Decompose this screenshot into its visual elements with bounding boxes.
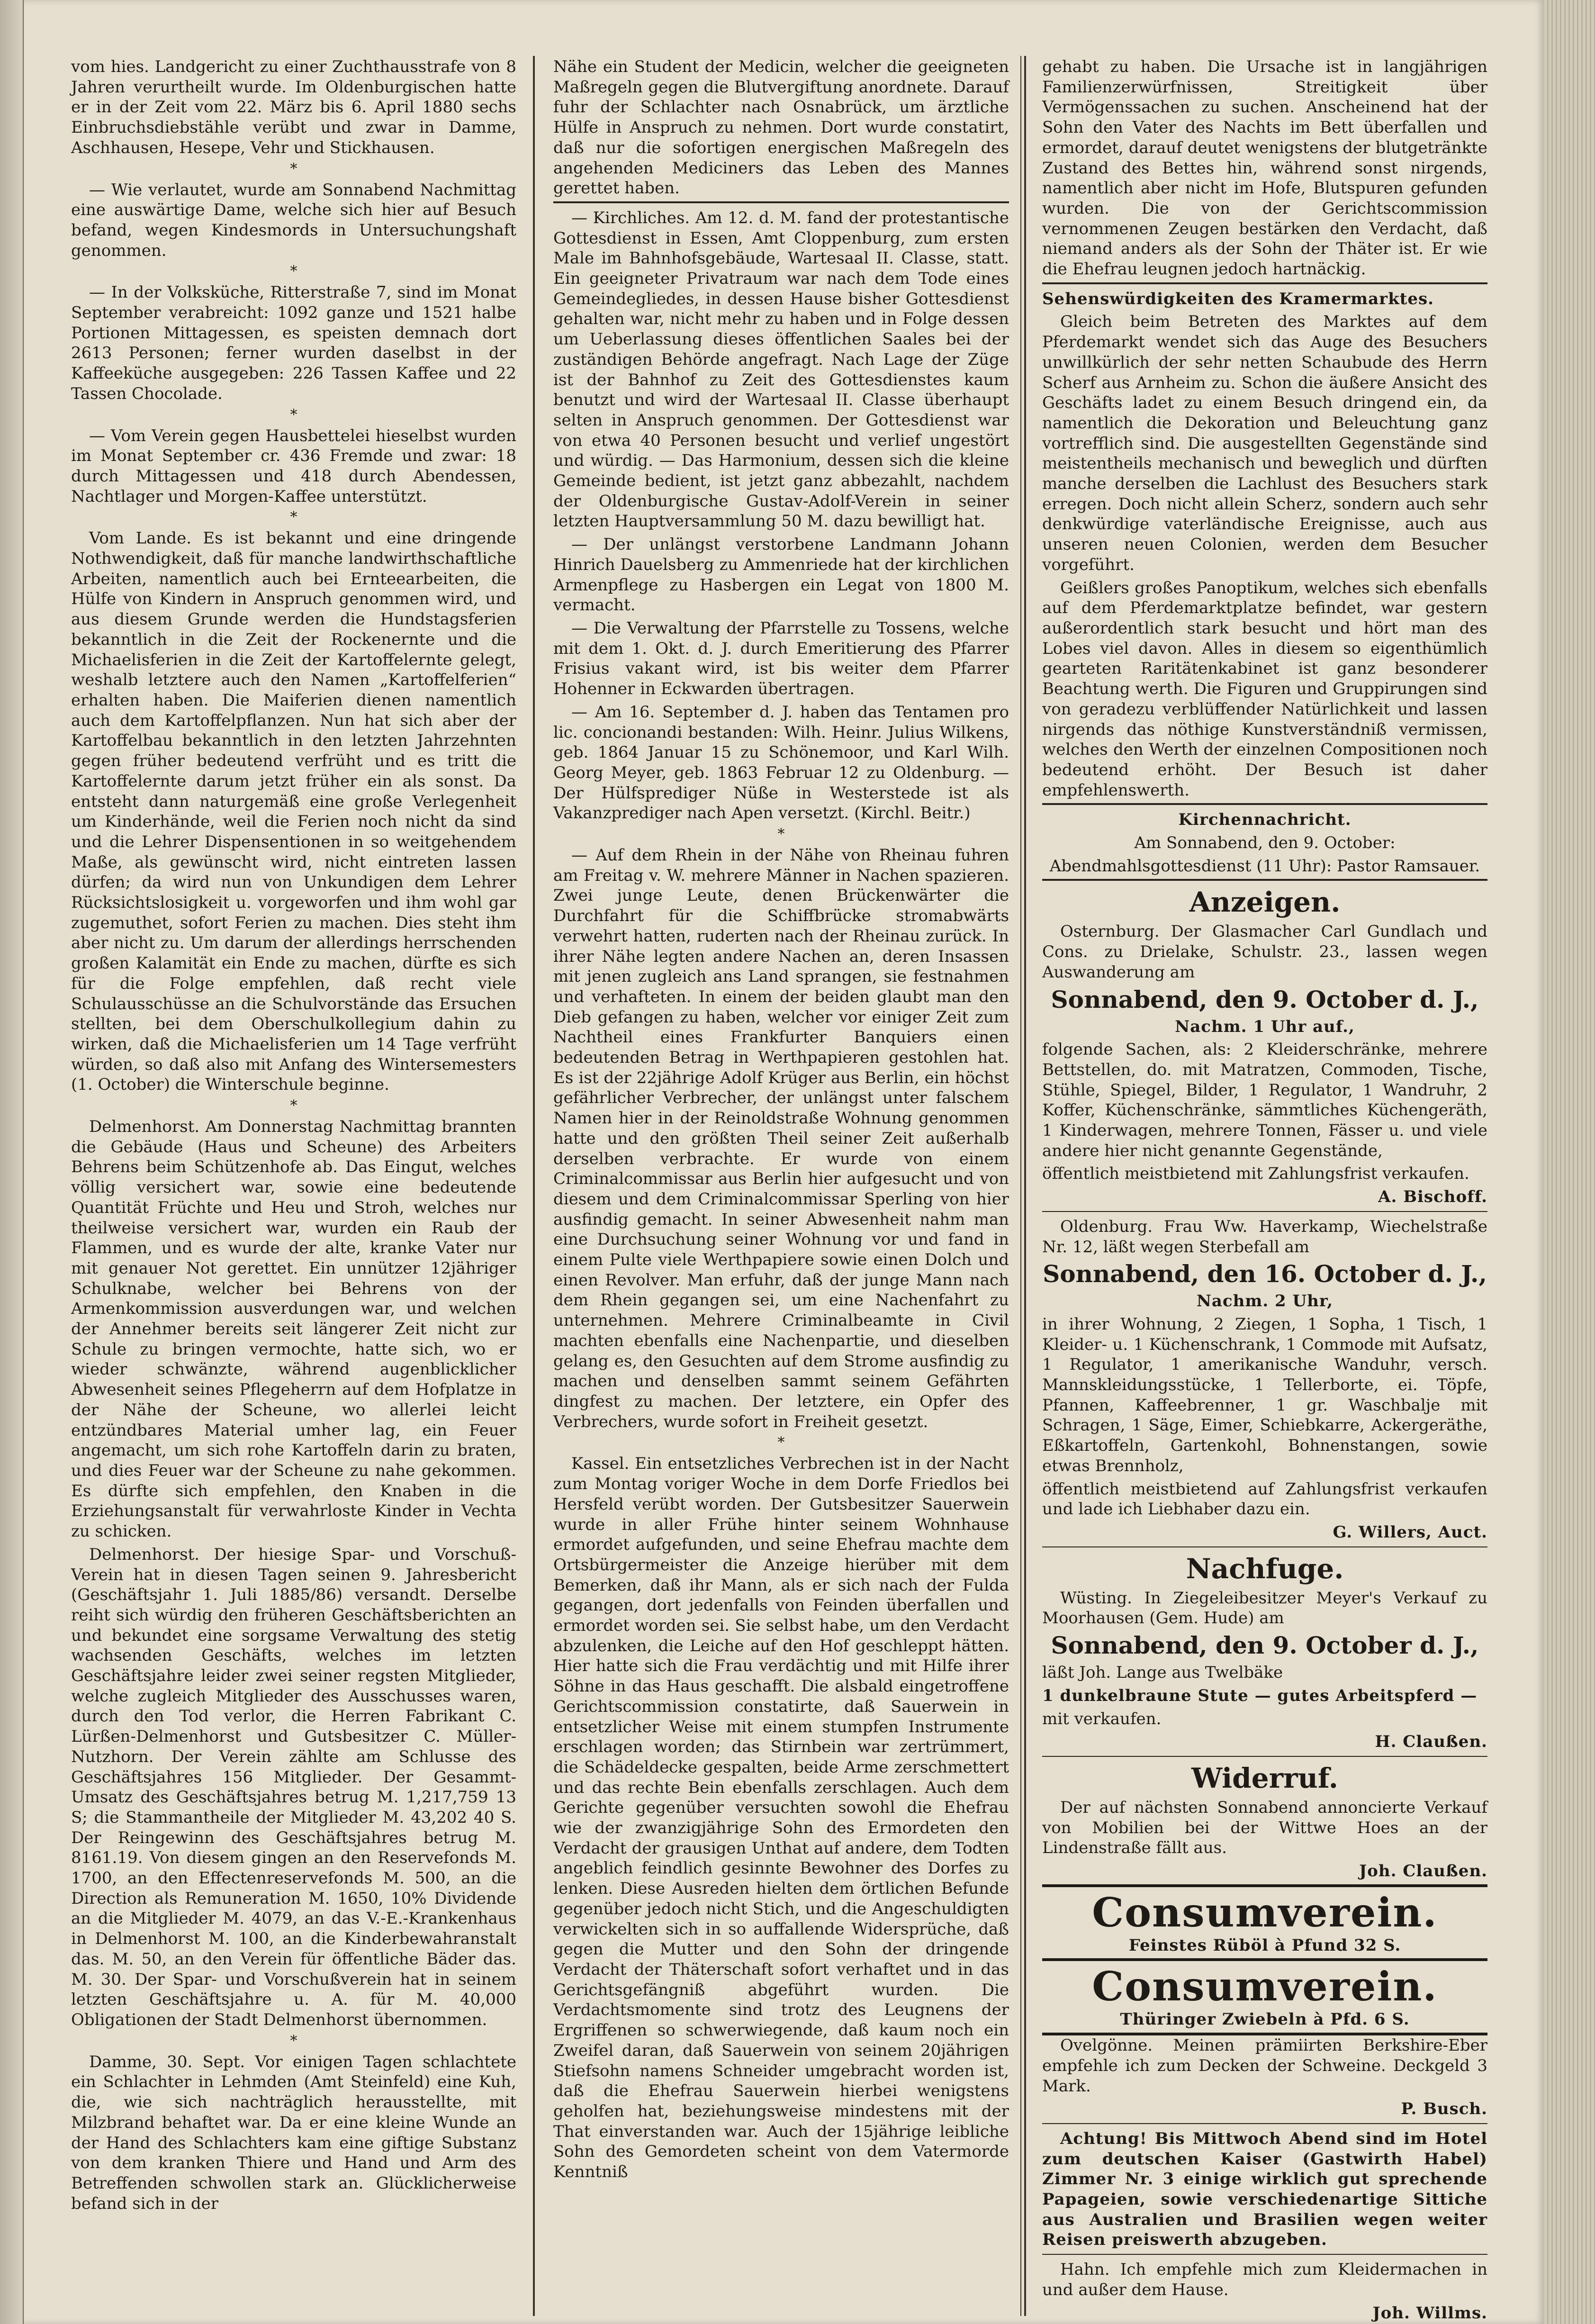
section-heading: Sehenswürdigkeiten des Kramermarktes. <box>1042 289 1434 308</box>
ad-date: Sonnabend, den 9. October d. J., <box>1051 985 1479 1013</box>
ad-signature: A. Bischoff. <box>1378 1187 1487 1207</box>
article-text: — Auf dem Rhein in der Nähe von Rheinau fuhren am Freitag v. W. mehrere Männer in Nachen spazieren. Zwei junge Leute, denen Brückenwärter die Durchfahrt für die Schiffbrücke stromabwärts verwehrt hatten, ruderten nach der Rheinau zurück. In ihrer Nähe legten andere Nachen an, deren Insassen mit jenen zugleich ans Land sprangen, sie festnahmen und verhafteten. In einem der beiden glaubt man den Dieb gefangen zu haben, welcher vor einiger Zeit zum Nachtheil eines Frankfurter Banquiers einen bedeutenden Betrag in Werthpapieren gestohlen hat. Es ist der 22jährige Adolf Krüger aus Berlin, ein höchst gefährlicher Verbrecher, der unlängst unter falschem Namen hier in der Reinoldstraße Wohnung genommen hatte und den größten Theil seiner Zeit außerhalb derselben verbrachte. Er wurde von einem Criminalcommissar aus Berlin hier aufgesucht und von diesem und dem Criminalcommissar Sperling von hier ausfindig gemacht. In seiner Abwesenheit nahm man eine Durchsuchung seiner Wohnung vor und fand in einem Pulte viele Werthpapiere sowie einen Dolch und einen Revolver. Man erfuhr, daß der junge Mann nach dem Rhein gegangen sei, um eine Nachenfahrt zu unternehmen. Mehrere Criminalbeamte in Civil machten ebenfalls eine Nachenpartie, und dieselben gelang es, den Gesuchten auf dem Strome ausfindig zu machen und denselben sammt seinem Gefährten dingfest zu machen. Der letztere, ein Opfer des Verbrechers, wurde sofort in Freiheit gesetzt. <box>553 846 1009 1431</box>
article-divider <box>553 201 1009 203</box>
separator-star: * <box>290 160 297 177</box>
ad-signature: G. Willers, Auct. <box>1333 1523 1487 1542</box>
ad-text: Ovelgönne. Meinen prämiirten Berkshire-Eber empfehle ich zum Decken der Schweine. Deckgeld 3 Mark. <box>1042 2036 1487 2096</box>
ad-text: Achtung! Bis Mittwoch Abend sind im Hotel zum deutschen Kaiser (Gastwirth Habel) Zimmer Nr. 3 einige wirklich gut sprechende Papageien, sowie verschiedenartige Sittiche aus Australien und Brasilien wegen weiter Reisen preiswerth abzugeben. <box>1042 2129 1487 2250</box>
ad-divider <box>1042 1546 1487 1547</box>
ad-time: Nachm. 2 Uhr, <box>1196 1292 1334 1311</box>
consumverein-ad <box>1042 1965 1487 2035</box>
column-3 <box>1042 57 1487 2323</box>
notice-line: Am Sonnabend, den 9. October: <box>1134 833 1396 853</box>
article-text: Damme, 30. Sept. Vor einigen Tagen schlachtete ein Schlachter in Lehmden (Amt Steinfeld) eine Kuh, die, wie sich nachträglich herausstellte, mit Milzbrand behaftet war. Da er eine kleine Wunde an der Hand des Schlachters kam eine giftige Substanz von dem kranken Thiere und Hand und Arm des Betreffenden schwollen stark an. Glücklicherweise befand sich in der <box>71 2052 516 2213</box>
article-text: Vom Lande. Es ist bekannt und eine dringende Nothwendigkeit, daß für manche landwirthschaftliche Arbeiten, namentlich auch bei Ernteearbeiten, die Hülfe von Kindern in Anspruch genommen wird, und aus diesem Grunde werden die Hundstagsferien bekanntlich in die Zeit der Rockenernte und die Michaelisferien in die Zeit der Kartoffelernte gelegt, weshalb letztere auch den Namen „Kartoffelferien“ erhalten haben. Die Maiferien dienen namentlich auch dem Kartoffelpflanzen. Nun hat sich aber der Kartoffelbau bekanntlich in den letzten Jahrzehnten gegen früher bedeutend verfrüht und es tritt die Kartoffelernte darum jetzt früher ein als sonst. Da entsteht dann naturgemäß eine große Verlegenheit um Kinderhände, weil die Ferien noch nicht da sind und die Lehrer Dispensentionen in so weitgehendem Maße, als gewünscht wird, nicht eintreten lassen dürfen; da wird nun von Unkundigen dem Lehrer Rücksichtslosigkeit u. vorgeworfen und ihm wohl gar zugemuthet, sofort Ferien zu machen. Dies steht ihm aber nicht zu. Um darum der allerdings herrschenden großen Kalamität ein Ende zu machen, dürfte es sich für die Folge empfehlen, daß recht viele Schulausschüsse an die Schulvorstände das Ersuchen stellten, bei dem Oberschulkollegium dahin zu wirken, daß die Michaelisferien um 14 Tage verfrüht würden, so daß also mit Anfang des Wintersemesters (1. October) die Winterschule beginne. <box>71 529 516 1094</box>
article-text: vom hies. Landgericht zu einer Zuchthausstrafe von 8 Jahren verurtheilt wurde. Im Oldenburgischen hatte er in der Zeit vom 22. März bis 6. April 1880 sechs Einbruchsdiebstähle verübt und zwar in Damme, Aschhausen, Hesepe, Vehr und Stickhausen. <box>71 57 516 157</box>
ad-text: Thüringer Zwiebeln à Pfd. 6 S. <box>1120 2010 1410 2029</box>
separator-star: * <box>290 2032 297 2049</box>
article-divider <box>1042 282 1487 284</box>
column-rule <box>1024 56 1026 2316</box>
ad-text: mit verkaufen. <box>1042 1709 1162 1728</box>
ad-heading: Consumverein. <box>1092 1963 1438 2010</box>
separator-star: * <box>777 826 785 843</box>
section-heading: Kirchennachricht. <box>1178 810 1352 830</box>
ad-items: in ihrer Wohnung, 2 Ziegen, 1 Sopha, 1 Tisch, 1 Kleider- u. 1 Küchenschrank, 1 Commode mit Aufsatz, 1 Regulator, 1 amerikanische Wanduhr, versch. Mannskleidungsstücke, 1 Tellerborte, ei. Töpfe, Pfannen, Kaffeebrenner, 1 gr. Waschbalje mit Schragen, 1 Säge, Eimer, Schiebkarre, Ackergeräthe, Eßkartoffeln, Gartenkohl, Bohnenstangen, sowie etwas Brennholz, <box>1042 1314 1487 1475</box>
ad-text: Hahn. Ich empfehle mich zum Kleidermachen in und außer dem Hause. <box>1042 2260 1487 2299</box>
ad-terms: öffentlich meistbietend mit Zahlungsfrist verkaufen. <box>1042 1164 1469 1184</box>
article-text: — Wie verlautet, wurde am Sonnabend Nachmittag eine auswärtige Dame, welche sich hier auf Besuch befand, wegen Kindesmords in Untersuchungshaft genommen. <box>71 180 516 260</box>
ad-signature: P. Busch. <box>1401 2099 1487 2119</box>
article-text: — Vom Verein gegen Hausbettelei hieselbst wurden im Monat September cr. 436 Fremde und zwar: 18 durch Mittagessen und 418 durch Abendessen, Nachtlager und Morgen-Kaffee unterstützt. <box>71 426 516 506</box>
scan-binding-edge <box>0 0 24 2324</box>
column-1 <box>71 57 516 2312</box>
notice-line: Abendmahlsgottesdienst (11 Uhr): Pastor Ramsauer. <box>1049 856 1480 876</box>
page-stack-edge <box>1544 0 1595 2324</box>
ad-heading: Nachfuge. <box>1186 1552 1344 1585</box>
separator-star: * <box>290 263 297 280</box>
separator-star: * <box>777 1434 785 1451</box>
ad-heading: Consumverein. <box>1092 1889 1438 1936</box>
article-text: Kassel. Ein entsetzliches Verbrechen ist in der Nacht zum Montag voriger Woche in dem Dorfe Friedlos bei Hersfeld verübt worden. Der Gutsbesitzer Sauerwein wurde in aller Frühe hinter seinem Wohnhause ermordet aufgefunden, und seine Ehefrau machte dem Ortsbürgermeister die Anzeige hierüber mit dem Bemerken, daß ihr Mann, als er sich nach der Fulda gegangen, dort jedenfalls von Feinden überfallen und ermordet worden sei. Sie selbst habe, um den Verdacht abzulenken, die Leiche auf den Hof geschleppt hätten. Hier hatte sich die Frau verdächtig und mit Hilfe ihrer Söhne in das Haus geschafft. Die alsbald eingetroffene Gerichtscommission constatirte, daß Sauerwein in entsetzlicher Weise mit einem stumpfen Instrumente erschlagen worden; das Stirnbein war zertrümmert, die Schädeldecke gespalten, beide Arme zerschmettert und das rechte Bein ebenfalls zerschlagen. Auch dem Gerichte gegenüber versuchten sowohl die Ehefrau wie der zwanzigjährige Sohn des Ermordeten den Verdacht der grausigen Unthat auf andere, dem Todten angeblich feindlich gesinnte Bewohner des Dorfes zu lenken. Diese Ausreden hielten dem örtlichen Befunde gegenüber jedoch nicht Stich, und die Angeschuldigten verwickelten sich in so auffallende Widersprüche, daß gegen die Mutter und den Sohn der dringende Verdacht der Thäterschaft sofort verhaftet und in das Gerichtsgefängniß abgeführt wurden. Die Verdachtsmomente sind trotz des Leugnens der Ergriffenen so schwerwiegende, daß kaum noch ein Zweifel daran, daß Sauerwein von seinem 20jährigen Stiefsohn namens Schneider umgebracht worden ist, daß die Ehefrau Sauerwein hierbei wenigstens geholfen hat, beziehungsweise mindestens mit der That einverstanden war. Auch der 15jährige leibliche Sohn des Gemordeten scheint von dem Vatermorde Kenntniß <box>553 1454 1009 2182</box>
article-text: — Der unlängst verstorbene Landmann Johann Hinrich Dauelsberg zu Ammenriede hat der kirchlichen Armenpflege zu Hasbergen ein Legat von 1800 M. vermacht. <box>553 535 1009 615</box>
article-text: — Die Verwaltung der Pfarrstelle zu Tossens, welche mit dem 1. Okt. d. J. durch Emeritierung des Pfarrer Frisius vakant wird, ist bis weiter dem Pfarrer Hohenner in Eckwarden übertragen. <box>553 618 1009 699</box>
ad-heading: Widerruf. <box>1191 1762 1338 1794</box>
ad-signature: Joh. Claußen. <box>1359 1862 1487 1881</box>
article-text: gehabt zu haben. Die Ursache ist in langjährigen Familienzerwürfnissen, Streitigkeit über Vermögenssachen zu suchen. Anscheinend hat der Sohn den Vater des Nachts im Bett überfallen und ermordet, darauf deutet wenigstens der blutgetränkte Zustand des Bettes hin, während sonst nirgends, namentlich aber nicht im Hofe, Blutspuren gefunden wurden. Die von der Gerichtscommission vernommenen Zeugen bestärken den Verdacht, daß niemand anders als der Sohn der Thäter ist. Er wie die Ehefrau leugnen jedoch hartnäckig. <box>1042 57 1487 279</box>
ad-text: Wüsting. In Ziegeleibesitzer Meyer's Verkauf zu Moorhausen (Gem. Hude) am <box>1042 1588 1487 1628</box>
ads-heading: Anzeigen. <box>1189 886 1341 919</box>
ad-text: 1 dunkelbraune Stute — gutes Arbeitspferd — <box>1042 1686 1478 1705</box>
separator-star: * <box>290 509 297 526</box>
column-2 <box>553 57 1009 2312</box>
consumverein-ad <box>1042 1884 1487 1962</box>
article-divider <box>1042 803 1487 805</box>
article-text: Delmenhorst. Der hiesige Spar- und Vorschuß-Verein hat in diesen Tagen seinen 9. Jahresbericht (Geschäftsjahr 1. Juli 1885/86) versandt. Derselbe reiht sich würdig den früheren Geschäftsberichten an und bekundet eine sorgsame Verwaltung des stetig wachsenden Geschäfts, welches im letzten Geschäftsjahre leider zwei seiner regsten Mitglieder, welche zugleich Mitglieder des Ausschusses waren, durch den Tod verlor, die Herren Fabrikant C. Lürßen-Delmenhorst und Gutsbesitzer C. Müller-Nutzhorn. Der Verein zählte am Schlusse des Geschäftsjahres 156 Mitglieder. Der Gesammt-Umsatz des Geschäftsjahres betrug M. 1,217,759 13 S; die Stammantheile der Mitglieder M. 43,202 40 S. Der Reingewinn des Geschäftsjahres betrug M. 8161.19. Von diesem gingen an den Reservefonds M. 1700, an den Effectenreservefonds M. 500, an die Direction als Remuneration M. 1650, 10% Dividende an die Mitglieder M. 4079, an das V.-E.-Krankenhaus in Delmenhorst M. 100, an die Kinderbewahranstalt das. M. 50, an den Verein für öffentliche Bäder das. M. 30. Der Spar- und Vorschußverein hat in seinem letzten Geschäftsjahre u. A. für M. 40,000 Obligationen der Stadt Delmenhorst übernommen. <box>71 1545 516 2029</box>
ad-terms: öffentlich meistbietend auf Zahlungsfrist verkaufen und lade ich Liebhaber dazu ein. <box>1042 1479 1487 1519</box>
ad-items: folgende Sachen, als: 2 Kleiderschränke, mehrere Bettstellen, do. mit Matratzen, Commoden, Tische, Stühle, Spiegel, Bilder, 1 Regulator, 1 Wandruhr, 2 Koffer, Küchenschränke, sämmtliches Küchengeräth, 1 Kinderwagen, mehrere Tonnen, Fässer u. und viele andere hier nicht genannte Gegenstände, <box>1042 1040 1487 1160</box>
ad-divider <box>1042 1211 1487 1212</box>
ad-divider <box>1042 2254 1487 2255</box>
ad-text: Der auf nächsten Sonnabend annoncierte Verkauf von Mobilien bei der Wittwe Hoes an der Lindenstraße fällt aus. <box>1042 1798 1487 1858</box>
ad-date: Sonnabend, den 9. October d. J., <box>1051 1631 1479 1660</box>
column-rule <box>1020 56 1021 2316</box>
article-text: Gleich beim Betreten des Marktes auf dem Pferdemarkt wendet sich das Auge des Besuchers unwillkürlich der sehr netten Schaubude des Herrn Scherf aus Arnheim zu. Schon die äußere Ansicht des Geschäfts ladet zu einem Besuch dringend ein, da namentlich die Dekoration und Beleuchtung ganz vortrefflich sind. Die ausgestellten Gegenstände sind meistentheils mechanisch und beweglich und dürften manche derselben die Lachlust des Besuchers stark erregen. Doch nicht allein Scherz, sondern auch sehr denkwürdige vaterländische Ereignisse, auch aus unseren neuen Colonien, werden dem Besucher vorgeführt. <box>1042 312 1487 574</box>
article-text: Delmenhorst. Am Donnerstag Nachmittag brannten die Gebäude (Haus und Scheune) des Arbeiters Behrens beim Schützenhofe ab. Das Eingut, welches völlig versichert war, sowie eine bedeutende Quantität Früchte und Heu und Stroh, welches nur theilweise versichert war, wurden ein Raub der Flammen, und es wurde der alte, kranke Vater nur mit genauer Not gerettet. Ein unnützer 12jähriger Schulknabe, welcher bei Behrens von der Armenkommission ausverdungen war, und welchen der Annehmer bereits seit längerer Zeit nicht zur Schule zu bringen vermochte, hatte sich, wo er wieder schwänzte, während augenblicklicher Abwesenheit seines Pflegeherrn auf dem Hofplatze in der Nähe der Scheune, wo allerlei leicht entzündbares Material umher lag, ein Feuer angemacht, um sich rohe Kartoffeln darin zu braten, und dies Feuer war der Scheune zu nahe gekommen. Es dürfte sich empfehlen, den Knaben in die Erziehungsanstalt für verwahrloste Kinder in Vechta zu schicken. <box>71 1117 516 1541</box>
column-rule <box>533 56 535 2316</box>
ad-divider <box>1042 1756 1487 1757</box>
ad-signature: H. Claußen. <box>1375 1732 1487 1752</box>
ad-date: Sonnabend, den 16. October d. J., <box>1043 1260 1487 1288</box>
article-text: — In der Volksküche, Ritterstraße 7, sind im Monat September verabreicht: 1092 ganze und 1521 halbe Portionen Mittagessen, es speisten demnach dort 2613 Personen; ferner wurden daselbst in der Kaffeeküche ausgegeben: 226 Tassen Kaffee und 22 Tassen Chocolade. <box>71 283 516 403</box>
article-text: — Am 16. September d. J. haben das Tentamen pro lic. concionandi bestanden: Wilh. Heinr. Julius Wilkens, geb. 1864 Januar 15 zu Schönemoor, und Karl Wilh. Georg Meyer, geb. 1863 Februar 12 zu Oldenburg. — Der Hülfsprediger Nüße in Westerstede ist als Vakanzprediger nach Apen versetzt. (Kirchl. Beitr.) <box>553 702 1009 823</box>
ad-text: läßt Joh. Lange aus Twelbäke <box>1042 1663 1283 1682</box>
ad-signature: Joh. Willms. <box>1372 2303 1487 2323</box>
separator-star: * <box>290 1097 297 1114</box>
newspaper-page <box>24 0 1544 2324</box>
ad-text: Osternburg. Der Glasmacher Carl Gundlach und Cons. zu Drielake, Schulstr. 23., lassen wegen Auswanderung am <box>1042 922 1487 982</box>
article-text: Geißlers großes Panoptikum, welches sich ebenfalls auf dem Pferdemarktplatze befindet, war gestern außerordentlich stark besucht und hört man des Lobes viel davon. Alles in diesem so eigenthümlich gearteten Raritätenkabinet ist ganz besonderer Beachtung werth. Die Figuren und Gruppirungen sind von geradezu verblüffender Natürlichkeit und lassen nirgends das nöthige Kunstverständniß vermissen, welches den Werth der einzelnen Compositionen noch bedeutend erhöht. Der Besuch ist daher empfehlenswerth. <box>1042 578 1487 800</box>
article-divider <box>1042 879 1487 881</box>
separator-star: * <box>290 406 297 423</box>
ad-text: Feinstes Rüböl à Pfund 32 S. <box>1128 1935 1401 1955</box>
ad-divider <box>1042 2123 1487 2124</box>
ad-text: Oldenburg. Frau Ww. Haverkamp, Wiechelstraße Nr. 12, läßt wegen Sterbefall am <box>1042 1217 1487 1257</box>
article-text: Nähe ein Student der Medicin, welcher die geeigneten Maßregeln gegen die Blutvergiftung anordnete. Darauf fuhr der Schlachter nach Osnabrück, um ärztliche Hülfe in Anspruch zu nehmen. Dort wurde constatirt, daß nur die sofortigen energischen Maßregeln des angehenden Mediciners das Leben des Mannes gerettet haben. <box>553 57 1009 198</box>
article-text: — Kirchliches. Am 12. d. M. fand der protestantische Gottesdienst in Essen, Amt Cloppenburg, zum ersten Male im Bahnhofsgebäude, Wartesaal II. Classe, statt. Ein geeigneter Privatraum war nach dem Tode eines Gemeindegliedes, in dessen Hause bisher Gottesdienst gehalten war, nicht mehr zu haben und in Folge dessen um Ueberlassung dieses öffentlichen Saales bei der zuständigen Behörde angefragt. Nach Lage der Züge ist der Bahnhof zu Zeit des Gottesdienstes kaum benutzt und wird der Wartesaal II. Classe überhaupt selten in Anspruch genommen. Der Gottesdienst war von etwa 40 Personen besucht und verlief ungestört und würdig. — Das Harmonium, dessen sich die kleine Gemeinde bedient, ist jetzt ganz abbezahlt, nachdem der Oldenburgische Gustav-Adolf-Verein in seiner letzten Hauptversammlung 50 M. dazu bewilligt hat. <box>553 208 1009 531</box>
ad-time: Nachm. 1 Uhr auf., <box>1175 1017 1355 1036</box>
